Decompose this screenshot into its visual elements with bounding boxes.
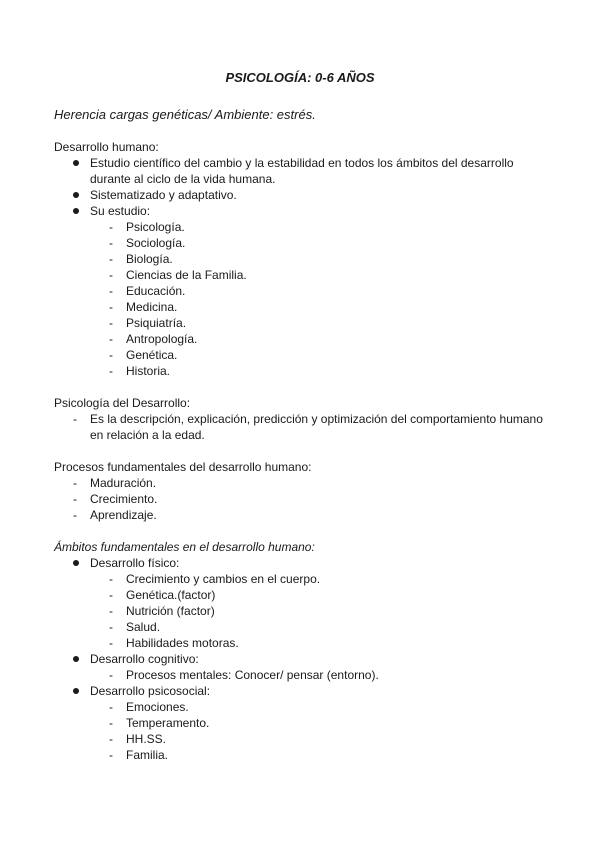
- list-item: [90, 219, 554, 235]
- list-item-text: Medicina.: [126, 300, 178, 314]
- list-item-text: Nutrición (factor): [126, 604, 215, 618]
- list-item: [90, 603, 554, 619]
- list-item: [90, 635, 554, 651]
- list-item-text: Biología.: [126, 252, 173, 266]
- list-item: [90, 363, 554, 379]
- bullet-list: [54, 555, 554, 763]
- list-item: [90, 235, 554, 251]
- list-item-text: Habilidades motoras.: [126, 636, 239, 650]
- list-item-text: Psiquiatría.: [126, 316, 187, 330]
- list-item-text: Es la descripción, explicación, predicción y optimización del comportamiento humano en relación a la edad.: [90, 412, 543, 442]
- list-item: [90, 283, 554, 299]
- section-heading: Psicología del Desarrollo:: [54, 396, 191, 410]
- list-item-text: Sociología.: [126, 236, 186, 250]
- page-subtitle: Herencia cargas genéticas/ Ambiente: estrés.: [54, 107, 316, 122]
- list-item-text: Genética.(factor): [126, 588, 216, 602]
- list-item-text: Crecimiento.: [90, 492, 158, 506]
- list-item-text: Sistematizado y adaptativo.: [90, 188, 237, 202]
- list-item-text: Desarrollo psicosocial:: [90, 684, 211, 698]
- list-item-text: Procesos mentales: Conocer/ pensar (entorno).: [126, 668, 379, 682]
- section-desarrollo-humano: [54, 139, 554, 379]
- list-item: [54, 203, 554, 379]
- list-item: [54, 683, 554, 763]
- list-item-text: Desarrollo cognitivo:: [90, 652, 199, 666]
- list-item: [90, 571, 554, 587]
- dash-list: [90, 667, 554, 683]
- list-item-text: Antropología.: [126, 332, 198, 346]
- dash-list: [54, 475, 554, 523]
- list-item: [90, 331, 554, 347]
- bullet-list: [54, 155, 554, 379]
- list-item: [54, 491, 554, 507]
- list-item: [90, 731, 554, 747]
- section-psicologia-desarrollo: [54, 395, 554, 443]
- list-item-text: Su estudio:: [90, 204, 151, 218]
- dash-list: [90, 219, 554, 379]
- list-item: [54, 155, 554, 187]
- list-item-text: Maduración.: [90, 476, 157, 490]
- list-item-text: Salud.: [126, 620, 161, 634]
- list-item: [90, 251, 554, 267]
- list-item-text: Desarrollo físico:: [90, 556, 180, 570]
- list-item: [90, 699, 554, 715]
- list-item-text: Historia.: [126, 364, 171, 378]
- list-item-text: Educación.: [126, 284, 186, 298]
- list-item-text: Psicología.: [126, 220, 185, 234]
- list-item: [54, 475, 554, 491]
- list-item-text: Genética.: [126, 348, 178, 362]
- dash-list: [54, 411, 554, 443]
- page-title: PSICOLOGÍA: 0-6 AÑOS: [225, 70, 375, 85]
- section-ambitos: [54, 539, 554, 763]
- dash-list: [90, 571, 554, 651]
- list-item: [54, 411, 554, 443]
- list-item: [54, 651, 554, 683]
- list-item: [90, 315, 554, 331]
- list-item: [90, 747, 554, 763]
- list-item-text: Ciencias de la Familia.: [126, 268, 247, 282]
- list-item: [54, 187, 554, 203]
- list-item-text: Temperamento.: [126, 716, 210, 730]
- list-item: [90, 267, 554, 283]
- list-item: [90, 587, 554, 603]
- list-item: [54, 507, 554, 523]
- list-item-text: HH.SS.: [126, 732, 167, 746]
- section-heading: Desarrollo humano:: [54, 140, 159, 154]
- list-item: [54, 555, 554, 651]
- section-heading: Procesos fundamentales del desarrollo humano:: [54, 460, 312, 474]
- list-item-text: Crecimiento y cambios en el cuerpo.: [126, 572, 321, 586]
- list-item-text: Estudio científico del cambio y la estabilidad en todos los ámbitos del desarrollo durante al ciclo de la vida humana.: [90, 156, 514, 186]
- list-item: [90, 667, 554, 683]
- list-item: [90, 299, 554, 315]
- section-procesos: [54, 459, 554, 523]
- list-item-text: Emociones.: [126, 700, 189, 714]
- list-item: [90, 715, 554, 731]
- list-item-text: Familia.: [126, 748, 169, 762]
- list-item: [90, 347, 554, 363]
- list-item: [90, 619, 554, 635]
- list-item-text: Aprendizaje.: [90, 508, 157, 522]
- dash-list: [90, 699, 554, 763]
- section-heading: Ámbitos fundamentales en el desarrollo humano:: [54, 540, 315, 554]
